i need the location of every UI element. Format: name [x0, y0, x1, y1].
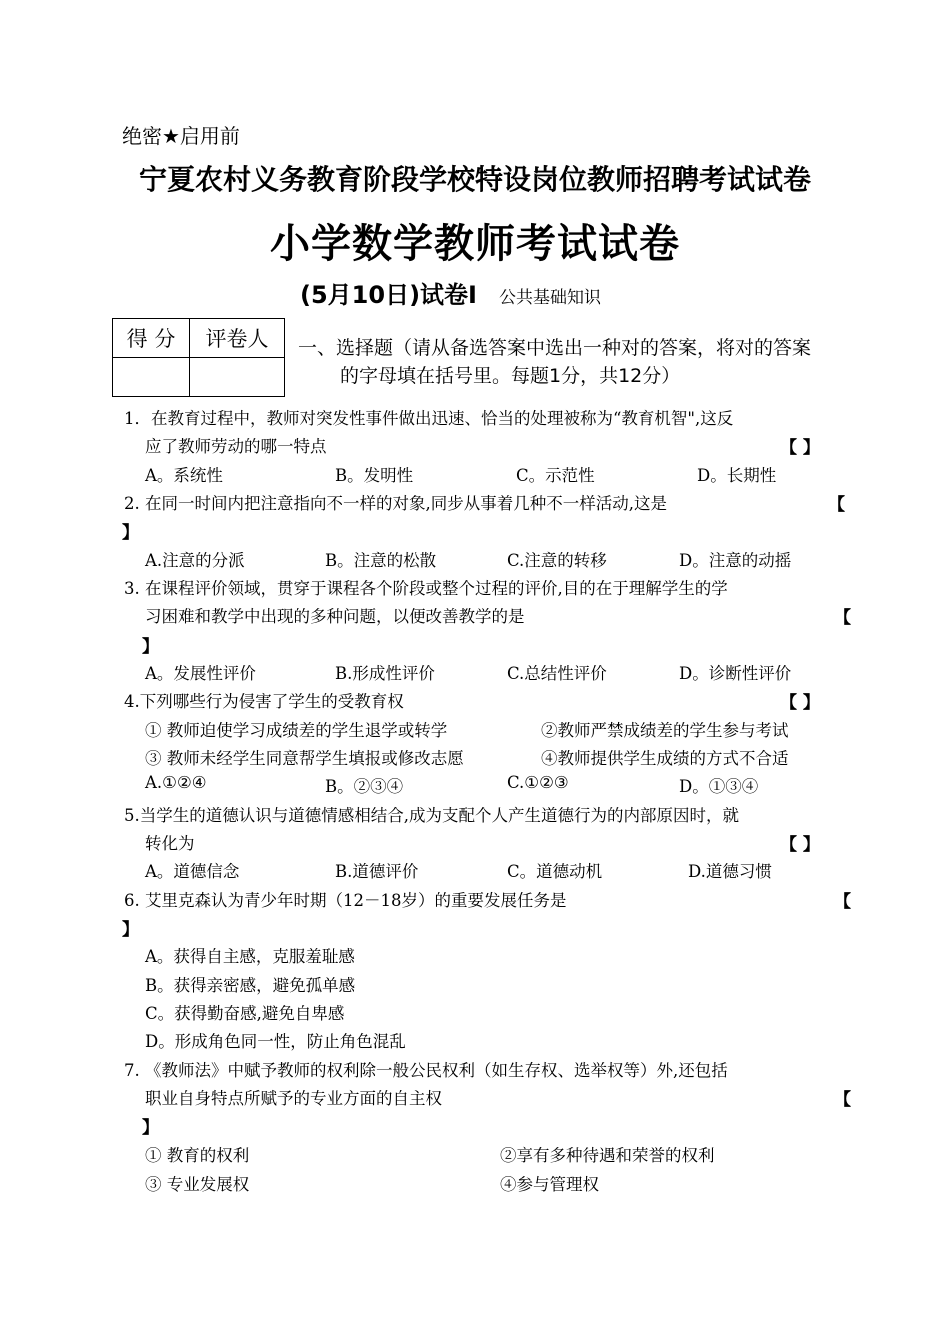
q5-option-a: A。道德信念	[145, 862, 240, 881]
q6-bracket-open: 【	[834, 892, 851, 912]
q1-option-b: B。发明性	[335, 466, 414, 485]
q3-option-c: C.总结性评价	[507, 664, 607, 683]
q6-option-d: D。形成角色同一性，防止角色混乱	[145, 1032, 406, 1051]
paper-label: (5月10日)试卷Ⅰ	[300, 281, 477, 309]
q1-option-a: A。系统性	[145, 466, 223, 485]
q6-text: 6. 艾里克森认为青少年时期（12－18岁）的重要发展任务是	[124, 891, 567, 910]
q5-option-b: B.道德评价	[335, 862, 419, 881]
paper-subject: 公共基础知识	[498, 288, 601, 308]
q6-option-b: B。获得亲密感，避免孤单感	[145, 976, 356, 995]
q3-option-a: A。发展性评价	[145, 664, 256, 683]
section-heading: 一、选择题（请从备选答案中选出一种对的答案，将对的答案	[298, 337, 812, 359]
q7-item-2: ②享有多种待遇和荣誉的权利	[500, 1146, 715, 1165]
q5-option-c: C。道德动机	[507, 862, 603, 881]
q2-bracket-close: 】	[122, 523, 139, 543]
q4-text: 4.下列哪些行为侵害了学生的受教育权	[124, 692, 404, 711]
q4-item-1: ① 教师迫使学习成绩差的学生退学或转学	[145, 721, 448, 740]
grader-header: 评卷人	[190, 319, 285, 358]
q4-option-d: D。①③④	[679, 777, 759, 796]
q3-text: 3. 在课程评价领域，贯穿于课程各个阶段或整个过程的评价,目的在于理解学生的学	[124, 579, 728, 598]
secret-label: 绝密★启用前	[122, 124, 240, 148]
q6-option-a: A。获得自主感，克服羞耻感	[145, 947, 355, 966]
q7-text: 7. 《教师法》中赋予教师的权利除一般公民权利（如生存权、选举权等）外,还包括	[124, 1061, 728, 1080]
q1-option-d: D。长期性	[697, 466, 777, 485]
q2-option-b: B。注意的松散	[325, 551, 437, 570]
q4-answer-bracket: 【 】	[780, 693, 820, 713]
q3-text-cont: 习困难和教学中出现的多种问题，以便改善教学的是	[145, 607, 525, 626]
q4-item-4: ④教师提供学生成绩的方式不合适	[541, 749, 789, 768]
q3-option-b: B.形成性评价	[335, 664, 435, 683]
q5-text: 5.当学生的道德认识与道德情感相结合,成为支配个人产生道德行为的内部原因时，就	[124, 806, 739, 825]
q4-option-c: C.①②③	[507, 773, 569, 792]
q7-item-3: ③ 专业发展权	[145, 1175, 250, 1194]
q2-option-a: A.注意的分派	[145, 551, 245, 570]
q5-option-d: D.道德习惯	[688, 862, 772, 881]
section-heading-cont: 的字母填在括号里。每题1分，共12分）	[340, 365, 681, 387]
q3-bracket-close: 】	[142, 637, 159, 657]
paper-info	[300, 275, 601, 310]
q4-option-b: B。②③④	[325, 777, 404, 796]
q4-option-a: A.①②④	[145, 773, 207, 792]
q7-bracket-open: 【	[834, 1090, 851, 1110]
q7-text-cont: 职业自身特点所赋予的专业方面的自主权	[145, 1089, 442, 1108]
q5-text-cont: 转化为	[145, 834, 195, 853]
q6-option-c: C。获得勤奋感,避免自卑感	[145, 1004, 345, 1023]
q1-answer-bracket: 【 】	[780, 438, 820, 458]
q7-item-1: ① 教育的权利	[145, 1146, 250, 1165]
q1-text: 1．在教育过程中，教师对突发性事件做出迅速、恰当的处理被称为“教育机智",这反	[124, 409, 734, 428]
q3-option-d: D。诊断性评价	[679, 664, 792, 683]
q5-answer-bracket: 【 】	[780, 835, 820, 855]
score-cell	[113, 358, 190, 397]
q2-bracket-open: 【	[828, 495, 845, 515]
grader-cell	[190, 358, 285, 397]
q4-item-3: ③ 教师未经学生同意帮学生填报或修改志愿	[145, 749, 464, 768]
q2-text: 2. 在同一时间内把注意指向不一样的对象,同步从事着几种不一样活动,这是	[124, 494, 667, 513]
q1-option-c: C。示范性	[516, 466, 595, 485]
q4-item-2: ②教师严禁成绩差的学生参与考试	[541, 721, 789, 740]
q2-option-d: D。注意的动摇	[679, 551, 792, 570]
q7-bracket-close: 】	[142, 1118, 159, 1138]
q7-item-4: ④参与管理权	[500, 1175, 599, 1194]
score-table	[112, 318, 285, 397]
exam-title: 宁夏农村义务教育阶段学校特设岗位教师招聘考试试卷	[138, 163, 811, 196]
score-header: 得 分	[113, 319, 190, 358]
q3-bracket-open: 【	[834, 608, 851, 628]
q6-bracket-close: 】	[122, 920, 139, 940]
q1-text-cont: 应了教师劳动的哪一特点	[145, 437, 327, 456]
paper-title: 小学数学教师考试试卷	[270, 221, 680, 267]
q2-option-c: C.注意的转移	[507, 551, 607, 570]
